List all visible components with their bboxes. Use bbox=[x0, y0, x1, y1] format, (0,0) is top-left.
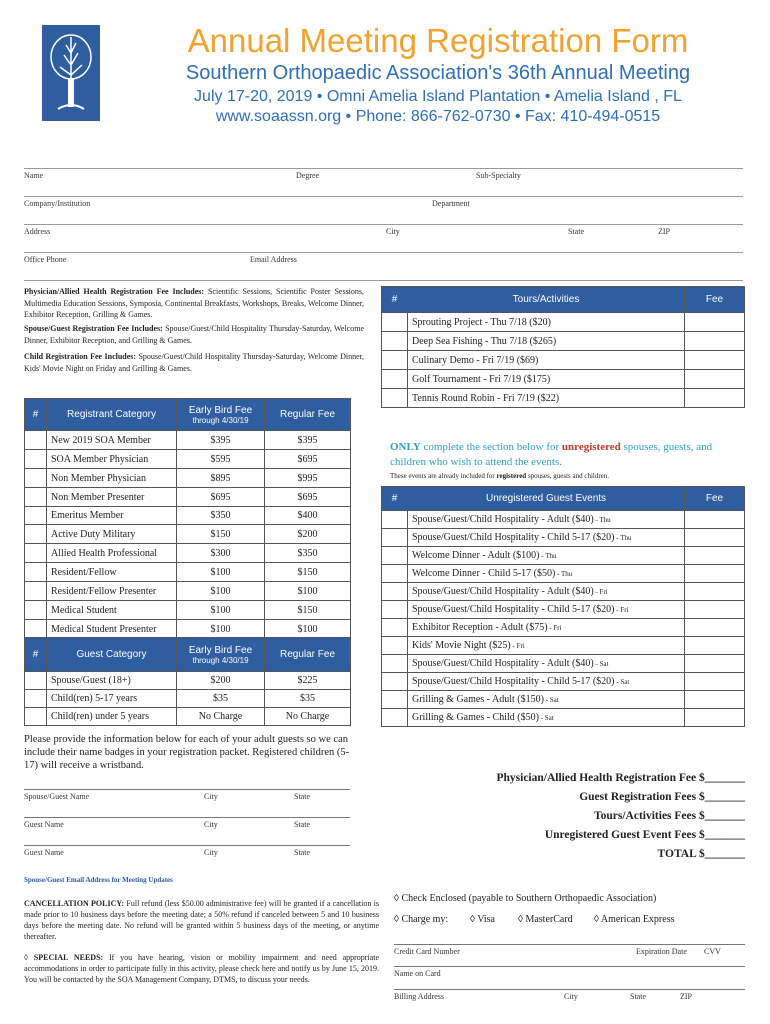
tours-title-header: Tours/Activities bbox=[408, 287, 685, 313]
fee-cell[interactable] bbox=[685, 389, 745, 408]
event-label: Grilling & Games - Child ($50) bbox=[412, 712, 539, 723]
email-label: Email Address bbox=[250, 255, 297, 264]
early-fee-cell: $200 bbox=[177, 672, 265, 690]
physician-fee-includes: Physician/Allied Health Registration Fee Includes: Scientific Sessions, Scientific Poster Sessions, Multimedia Education Sessions, Symposia, Continental Breakfasts, Workshops, Breaks, Welcome Dinner, Exhibitor Reception, Grilling & Games. bbox=[24, 287, 365, 319]
select-cell[interactable] bbox=[25, 488, 47, 507]
fee-cell[interactable] bbox=[685, 332, 745, 351]
table-row bbox=[382, 511, 745, 529]
divider bbox=[24, 280, 743, 282]
regular-fee-cell: $395 bbox=[265, 431, 351, 450]
tours-table bbox=[381, 286, 745, 408]
registrant-regular-header: Regular Fee bbox=[265, 399, 351, 431]
guest-regular-header: Regular Fee bbox=[265, 638, 351, 672]
form-subtitle: Southern Orthopaedic Association's 36th Annual Meeting bbox=[185, 62, 691, 84]
category-cell: Child(ren) 5-17 years bbox=[47, 690, 177, 708]
event-day: - Sat bbox=[543, 696, 559, 704]
select-cell[interactable] bbox=[25, 450, 47, 469]
guest-email-label: Spouse/Guest Email Address for Meeting Updates bbox=[24, 876, 173, 884]
activity-cell: Sprouting Project - Thu 7/18 ($20) bbox=[408, 313, 685, 332]
soa-tree-logo bbox=[42, 25, 100, 121]
event-label: Spouse/Guest/Child Hospitality - Adult ($40) bbox=[412, 658, 594, 669]
event-cell bbox=[408, 565, 685, 583]
table-row bbox=[25, 672, 351, 690]
early-fee-cell: $100 bbox=[177, 582, 265, 601]
guest-early-header: Early Bird Fee through 4/30/19 bbox=[177, 638, 265, 672]
category-cell: Non Member Physician bbox=[47, 469, 177, 488]
event-label: Spouse/Guest/Child Hospitality - Adult ($40) bbox=[412, 514, 594, 525]
event-day: - Sat bbox=[538, 714, 554, 722]
qty-cell[interactable] bbox=[25, 690, 47, 708]
table-row bbox=[382, 583, 745, 601]
fee-cell[interactable] bbox=[685, 370, 745, 389]
early-fee-cell: $100 bbox=[177, 620, 265, 639]
early-fee-cell: $100 bbox=[177, 563, 265, 582]
event-cell bbox=[408, 547, 685, 565]
qty-cell[interactable] bbox=[382, 529, 408, 547]
fee-cell[interactable] bbox=[685, 351, 745, 370]
company-label: Company/Institution bbox=[24, 199, 91, 208]
select-cell[interactable] bbox=[25, 582, 47, 601]
table-row bbox=[25, 525, 351, 544]
category-cell: Emeritus Member bbox=[47, 507, 177, 525]
guest-name-label: Guest Name bbox=[24, 820, 64, 829]
total-unregistered[interactable]: Unregistered Guest Event Fees $_______ bbox=[544, 829, 745, 841]
charge-option[interactable]: ◊ Charge my: bbox=[394, 914, 449, 925]
table-row bbox=[25, 544, 351, 563]
fee-cell[interactable] bbox=[685, 637, 745, 655]
address-label: Address bbox=[24, 227, 51, 236]
event-cell bbox=[408, 619, 685, 637]
regular-fee-cell: $200 bbox=[265, 525, 351, 544]
table-row bbox=[382, 709, 745, 727]
table-row bbox=[25, 708, 351, 726]
category-cell: Resident/Fellow bbox=[47, 563, 177, 582]
fee-cell[interactable] bbox=[685, 655, 745, 673]
credit-card-row[interactable] bbox=[394, 944, 745, 956]
regular-fee-cell: $35 bbox=[265, 690, 351, 708]
regular-fee-cell: $695 bbox=[265, 488, 351, 507]
category-cell: Spouse/Guest (18+) bbox=[47, 672, 177, 690]
guest-state-label: State bbox=[294, 820, 310, 829]
events-title-header: Unregistered Guest Events bbox=[408, 487, 685, 511]
category-cell: Non Member Presenter bbox=[47, 488, 177, 507]
category-cell: New 2019 SOA Member bbox=[47, 431, 177, 450]
table-row bbox=[382, 332, 745, 351]
mastercard-option[interactable]: ◊ MasterCard bbox=[518, 914, 573, 925]
events-table bbox=[381, 486, 745, 727]
tours-fee-header: Fee bbox=[685, 287, 745, 313]
event-day: - Fri bbox=[614, 606, 629, 614]
unregistered-subnote: These events are already included for registered spouses, guests and children. bbox=[390, 472, 610, 480]
category-cell: Child(ren) under 5 years bbox=[47, 708, 177, 726]
guest-line[interactable] bbox=[24, 845, 350, 857]
guest-name-label: Guest Name bbox=[24, 848, 64, 857]
guest-category-header: Guest Category bbox=[47, 638, 177, 672]
visa-option[interactable]: ◊ Visa bbox=[470, 914, 495, 925]
early-fee-cell: $895 bbox=[177, 469, 265, 488]
early-fee-cell: $395 bbox=[177, 431, 265, 450]
event-day: - Thu bbox=[593, 516, 611, 524]
spouse-fee-includes: Spouse/Guest Registration Fee Includes: Spouse/Guest/Child Hospitality Thursday-Saturday, Welcome Dinner, Exhibitor Reception, and Grilling & Games. bbox=[24, 324, 365, 345]
phone-email-row[interactable] bbox=[24, 252, 743, 266]
table-row bbox=[382, 370, 745, 389]
guest-city-label: City bbox=[204, 792, 218, 801]
qty-cell[interactable] bbox=[382, 565, 408, 583]
fee-cell[interactable] bbox=[685, 691, 745, 709]
contact-info: www.soaassn.org • Phone: 866-762-0730 • Fax: 410-494-0515 bbox=[215, 108, 661, 125]
table-row bbox=[382, 601, 745, 619]
event-cell bbox=[408, 655, 685, 673]
event-label: Kids' Movie Night ($25) bbox=[412, 640, 511, 651]
activity-cell: Tennis Round Robin - Fri 7/19 ($22) bbox=[408, 389, 685, 408]
qty-cell[interactable] bbox=[382, 313, 408, 332]
regular-fee-cell: No Charge bbox=[265, 708, 351, 726]
city-label: City bbox=[386, 227, 400, 236]
event-cell bbox=[408, 709, 685, 727]
billing-label: Billing Address bbox=[394, 992, 445, 1001]
regular-fee-cell: $150 bbox=[265, 563, 351, 582]
qty-cell[interactable] bbox=[382, 601, 408, 619]
billing-city-label: City bbox=[564, 992, 578, 1001]
regular-fee-cell: $100 bbox=[265, 582, 351, 601]
category-cell: Active Duty Military bbox=[47, 525, 177, 544]
cancellation-policy: CANCELLATION POLICY: Full refund (less $50.00 administrative fee) will be granted if a cancellation is made prior to 10 business days before the meeting date; a 50% refund if canceled between 5 and 10 business days before the meeting date. No refund will be granted within 5 business days of the meeting, or anytime thereafter. bbox=[24, 899, 379, 941]
qty-cell[interactable] bbox=[382, 511, 408, 529]
office-phone-label: Office Phone bbox=[24, 255, 67, 264]
guest-info-text: Please provide the information below for each of your adult guests so we can include their name badges in your registration packet. Registered children (5-17) will receive a wristband. bbox=[24, 734, 350, 771]
qty-cell[interactable] bbox=[382, 332, 408, 351]
total-physician[interactable]: Physician/Allied Health Registration Fee $_______ bbox=[496, 772, 745, 784]
event-label: Welcome Dinner - Child 5-17 ($50) bbox=[412, 568, 556, 579]
fee-cell[interactable] bbox=[685, 601, 745, 619]
qty-cell[interactable] bbox=[382, 709, 408, 727]
total-tours[interactable]: Tours/Activities Fees $_______ bbox=[594, 810, 745, 822]
table-row bbox=[25, 431, 351, 450]
cvv-label: CVV bbox=[704, 947, 721, 956]
fee-cell[interactable] bbox=[685, 673, 745, 691]
category-cell: Allied Health Professional bbox=[47, 544, 177, 563]
table-row bbox=[382, 655, 745, 673]
events-fee-header: Fee bbox=[685, 487, 745, 511]
table-row bbox=[382, 673, 745, 691]
select-cell[interactable] bbox=[25, 620, 47, 639]
select-cell[interactable] bbox=[25, 469, 47, 488]
qty-cell[interactable] bbox=[382, 673, 408, 691]
check-enclosed-option[interactable]: ◊ Check Enclosed (payable to Southern Orthopaedic Association) bbox=[394, 893, 657, 904]
qty-cell[interactable] bbox=[382, 637, 408, 655]
event-label: Spouse/Guest/Child Hospitality - Child 5-17 ($20) bbox=[412, 676, 615, 687]
event-cell bbox=[408, 637, 685, 655]
qty-cell[interactable] bbox=[25, 672, 47, 690]
cc-number-label: Credit Card Number bbox=[394, 947, 460, 956]
fee-cell[interactable] bbox=[685, 547, 745, 565]
event-day: - Sat bbox=[614, 678, 630, 686]
billing-zip-label: ZIP bbox=[680, 992, 692, 1001]
table-row bbox=[25, 563, 351, 582]
regular-fee-cell: $400 bbox=[265, 507, 351, 525]
event-day: - Thu bbox=[539, 552, 557, 560]
select-cell[interactable] bbox=[25, 507, 47, 525]
regular-fee-cell: $225 bbox=[265, 672, 351, 690]
select-cell[interactable] bbox=[25, 601, 47, 620]
unregistered-note: ONLY complete the section below for unregistered spouses, guests, and children who wish to attend the events. bbox=[390, 441, 713, 468]
tours-num-header: # bbox=[382, 287, 408, 313]
table-row bbox=[25, 690, 351, 708]
event-label: Spouse/Guest/Child Hospitality - Child 5-17 ($20) bbox=[412, 604, 615, 615]
event-day: - Thu bbox=[614, 534, 632, 542]
qty-cell[interactable] bbox=[382, 619, 408, 637]
early-fee-cell: $150 bbox=[177, 525, 265, 544]
early-fee-cell: $100 bbox=[177, 601, 265, 620]
category-cell: Medical Student bbox=[47, 601, 177, 620]
table-row bbox=[25, 601, 351, 620]
event-day: - Sat bbox=[593, 660, 609, 668]
guest-state-label: State bbox=[294, 792, 310, 801]
table-row bbox=[382, 619, 745, 637]
category-cell: Medical Student Presenter bbox=[47, 620, 177, 639]
event-label: Welcome Dinner - Adult ($100) bbox=[412, 550, 540, 561]
fee-cell[interactable] bbox=[685, 529, 745, 547]
fee-cell[interactable] bbox=[685, 313, 745, 332]
event-cell bbox=[408, 673, 685, 691]
event-label: Spouse/Guest/Child Hospitality - Adult ($40) bbox=[412, 586, 594, 597]
qty-cell[interactable] bbox=[382, 691, 408, 709]
table-row bbox=[25, 450, 351, 469]
table-row bbox=[25, 620, 351, 639]
early-fee-cell: No Charge bbox=[177, 708, 265, 726]
qty-cell[interactable] bbox=[382, 655, 408, 673]
event-cell bbox=[408, 583, 685, 601]
table-row bbox=[382, 547, 745, 565]
qty-cell[interactable] bbox=[25, 708, 47, 726]
child-fee-includes: Child Registration Fee Includes: Spouse/Guest/Child Hospitality Thursday-Saturday, Welcome Dinner, Kids' Movie Night on Friday and Grilling & Games. bbox=[24, 352, 365, 373]
event-label: Exhibitor Reception - Adult ($75) bbox=[412, 622, 548, 633]
qty-cell[interactable] bbox=[382, 583, 408, 601]
total-guest[interactable]: Guest Registration Fees $_______ bbox=[579, 791, 745, 803]
fee-cell[interactable] bbox=[685, 709, 745, 727]
qty-cell[interactable] bbox=[382, 547, 408, 565]
registrant-table bbox=[24, 398, 351, 639]
registrant-num-header: # bbox=[25, 399, 47, 431]
early-fee-cell: $695 bbox=[177, 488, 265, 507]
event-cell bbox=[408, 691, 685, 709]
table-row bbox=[382, 565, 745, 583]
regular-fee-cell: $995 bbox=[265, 469, 351, 488]
form-title: Annual Meeting Registration Form bbox=[187, 22, 689, 59]
guest-name-label: Spouse/Guest Name bbox=[24, 792, 90, 801]
subspecialty-label: Sub-Specialty bbox=[476, 171, 521, 180]
totals-block bbox=[400, 769, 745, 864]
events-num-header: # bbox=[382, 487, 408, 511]
fee-cell[interactable] bbox=[685, 565, 745, 583]
table-row bbox=[25, 488, 351, 507]
category-cell: Resident/Fellow Presenter bbox=[47, 582, 177, 601]
event-day: - Fri bbox=[547, 624, 562, 632]
qty-cell[interactable] bbox=[382, 351, 408, 370]
select-cell[interactable] bbox=[25, 525, 47, 544]
name-label: Name bbox=[24, 171, 44, 180]
activity-cell: Deep Sea Fishing - Thu 7/18 ($265) bbox=[408, 332, 685, 351]
table-row bbox=[382, 313, 745, 332]
early-fee-cell: $350 bbox=[177, 507, 265, 525]
event-day: - Fri bbox=[510, 642, 525, 650]
qty-cell[interactable] bbox=[382, 370, 408, 389]
amex-option[interactable]: ◊ American Express bbox=[594, 914, 675, 925]
meeting-dates-location: July 17-20, 2019 • Omni Amelia Island Plantation • Amelia Island , FL bbox=[194, 88, 682, 105]
event-cell bbox=[408, 511, 685, 529]
special-needs[interactable]: ◊ SPECIAL NEEDS: If you have hearing, vision or mobility impairment and need appropriate accommodations in order to participate fully in this activity, please check here and notify us by June 15, 2019. You will be contacted by the SOA Management Company, DTMS, to discuss your needs. bbox=[24, 953, 379, 984]
fee-cell[interactable] bbox=[685, 583, 745, 601]
guest-line[interactable] bbox=[24, 789, 350, 801]
table-row bbox=[382, 389, 745, 408]
guest-table bbox=[24, 637, 351, 726]
table-row bbox=[25, 582, 351, 601]
address-row[interactable] bbox=[24, 224, 743, 238]
table-row bbox=[382, 529, 745, 547]
category-cell: SOA Member Physician bbox=[47, 450, 177, 469]
early-fee-cell: $595 bbox=[177, 450, 265, 469]
early-fee-cell: $300 bbox=[177, 544, 265, 563]
guest-state-label: State bbox=[294, 848, 310, 857]
table-row bbox=[25, 469, 351, 488]
regular-fee-cell: $695 bbox=[265, 450, 351, 469]
degree-label: Degree bbox=[296, 171, 320, 180]
guest-city-label: City bbox=[204, 848, 218, 857]
event-label: Spouse/Guest/Child Hospitality - Child 5-17 ($20) bbox=[412, 532, 615, 543]
table-row bbox=[382, 691, 745, 709]
regular-fee-cell: $350 bbox=[265, 544, 351, 563]
early-fee-cell: $35 bbox=[177, 690, 265, 708]
guest-num-header: # bbox=[25, 638, 47, 672]
select-cell[interactable] bbox=[25, 563, 47, 582]
regular-fee-cell: $150 bbox=[265, 601, 351, 620]
fee-cell[interactable] bbox=[685, 619, 745, 637]
select-cell[interactable] bbox=[25, 431, 47, 450]
select-cell[interactable] bbox=[25, 544, 47, 563]
event-cell bbox=[408, 601, 685, 619]
company-row[interactable] bbox=[24, 196, 743, 210]
name-on-card-label: Name on Card bbox=[394, 969, 441, 978]
activity-cell: Golf Tournament - Fri 7/19 ($175) bbox=[408, 370, 685, 389]
event-day: - Fri bbox=[593, 588, 608, 596]
registrant-category-header: Registrant Category bbox=[47, 399, 177, 431]
table-row bbox=[382, 637, 745, 655]
billing-row[interactable] bbox=[394, 989, 745, 1001]
guest-city-label: City bbox=[204, 820, 218, 829]
department-label: Department bbox=[432, 199, 470, 208]
registrant-early-header: Early Bird Fee through 4/30/19 bbox=[177, 399, 265, 431]
billing-state-label: State bbox=[630, 992, 646, 1001]
name-row[interactable] bbox=[24, 168, 743, 182]
table-row bbox=[382, 351, 745, 370]
guest-line[interactable] bbox=[24, 817, 350, 829]
total-grand[interactable]: TOTAL $_______ bbox=[657, 848, 745, 860]
event-cell bbox=[408, 529, 685, 547]
state-label: State bbox=[568, 227, 584, 236]
regular-fee-cell: $100 bbox=[265, 620, 351, 639]
zip-label: ZIP bbox=[658, 227, 670, 236]
event-label: Grilling & Games - Adult ($150) bbox=[412, 694, 544, 705]
fee-cell[interactable] bbox=[685, 511, 745, 529]
expiration-label: Expiration Date bbox=[636, 947, 687, 956]
qty-cell[interactable] bbox=[382, 389, 408, 408]
table-row bbox=[25, 507, 351, 525]
activity-cell: Culinary Demo - Fri 7/19 ($69) bbox=[408, 351, 685, 370]
event-day: - Thu bbox=[555, 570, 573, 578]
name-on-card-row[interactable] bbox=[394, 966, 745, 978]
